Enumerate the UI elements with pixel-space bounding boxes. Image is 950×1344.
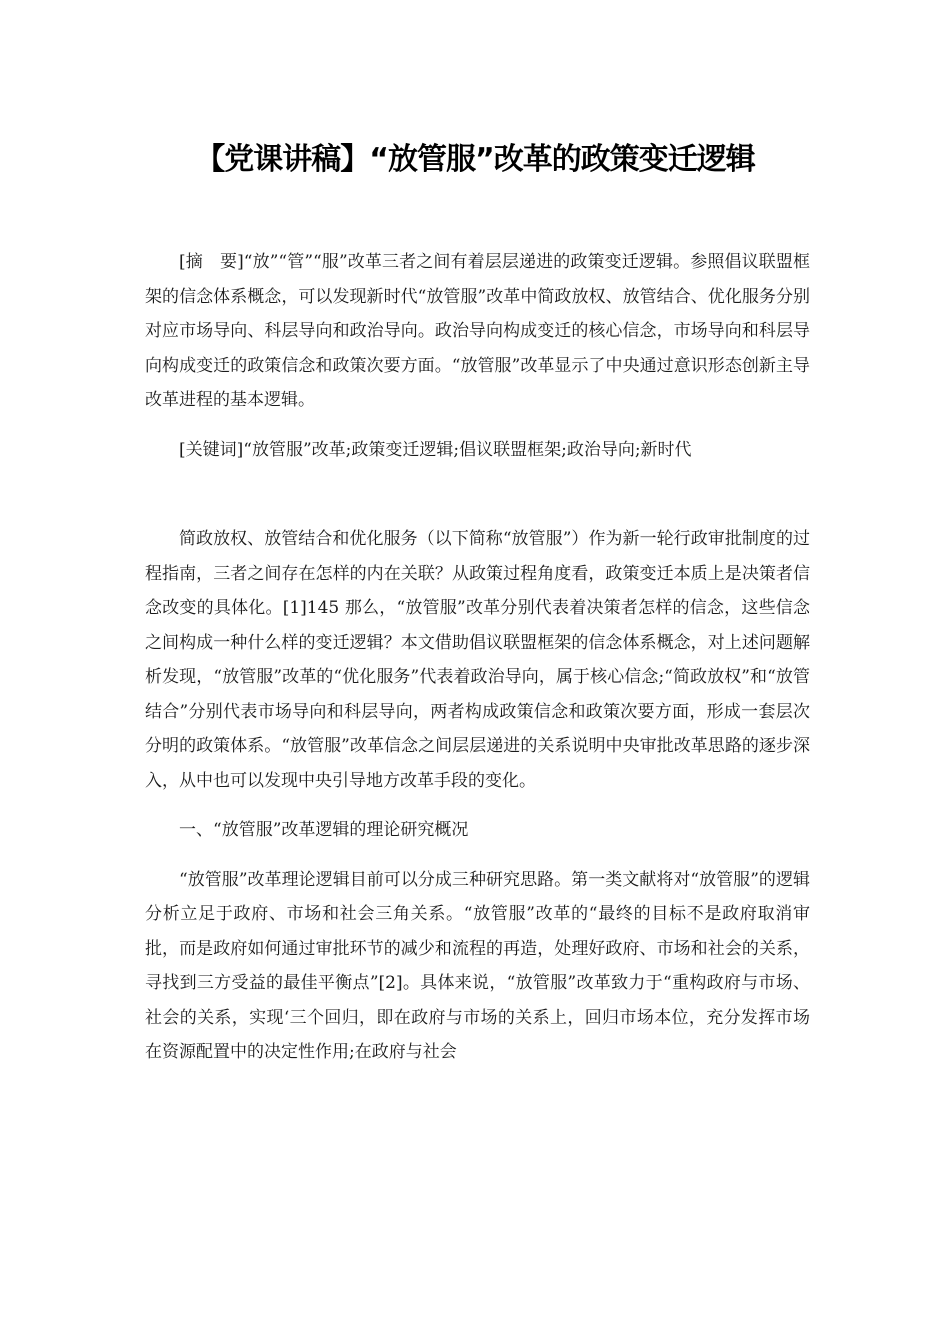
keywords-paragraph: [关键词]“放管服”改革;政策变迁逻辑;倡议联盟框架;政治导向;新时代 — [179, 439, 692, 460]
section-paragraph: “放管服”改革理论逻辑目前可以分成三种研究思路。第一类文献将对“放管服”的逻辑分析立足于政府、市场和社会三角关系。“放管服”改革的“最终的目标不是政府取消审批，而是政府如何通过审批环节的减少和流程的再造，处理好政府、市场和社会的关系，寻找到三方受益的最佳平衡点”[2]。具体来说，“放管服”改革致力于“重构政府与市场、社会的关系，实现‘三个回归，即在政府与市场的关系上，回归市场本位，充分发挥市场在资源配置中的决定性作用;在政府与社会 — [145, 869, 810, 1062]
document-body — [145, 245, 810, 1085]
abstract-paragraph: [摘 要]“放”“管”“服”改革三者之间有着层层递进的政策变迁逻辑。参照倡议联盟框架的信念体系概念，可以发现新时代“放管服”改革中简政放权、放管结合、优化服务分别对应市场导向、科层导向和政治导向。政治导向构成变迁的核心信念，市场导向和科层导向构成变迁的政策信念和政策次要方面。“放管服”改革显示了中央通过意识形态创新主导改革进程的基本逻辑。 — [145, 252, 810, 410]
document-title: 【党课讲稿】“放管服”改革的政策变迁逻辑 — [195, 142, 755, 177]
section-gap — [145, 482, 810, 522]
intro-paragraph: 简政放权、放管结合和优化服务（以下简称“放管服”）作为新一轮行政审批制度的过程指南，三者之间存在怎样的内在关联？从政策过程角度看，政策变迁本质上是决策者信念改变的具体化。[1]145 那么，“放管服”改革分别代表着决策者怎样的信念，这些信念之间构成一种什么样的变迁逻辑？本文借助倡议联盟框架的信念体系概念，对上述问题解析发现，“放管服”改革的“优化服务”代表着政治导向，属于核心信念;“简政放权”和“放管结合”分别代表市场导向和科层导向，两者构成政策信念和政策次要方面，形成一套层次分明的政策体系。“放管服”改革信念之间层层递进的关系说明中央审批改革思路的逐步深入，从中也可以发现中央引导地方改革手段的变化。 — [145, 529, 810, 791]
section-heading: 一、“放管服”改革逻辑的理论研究概况 — [179, 820, 469, 840]
